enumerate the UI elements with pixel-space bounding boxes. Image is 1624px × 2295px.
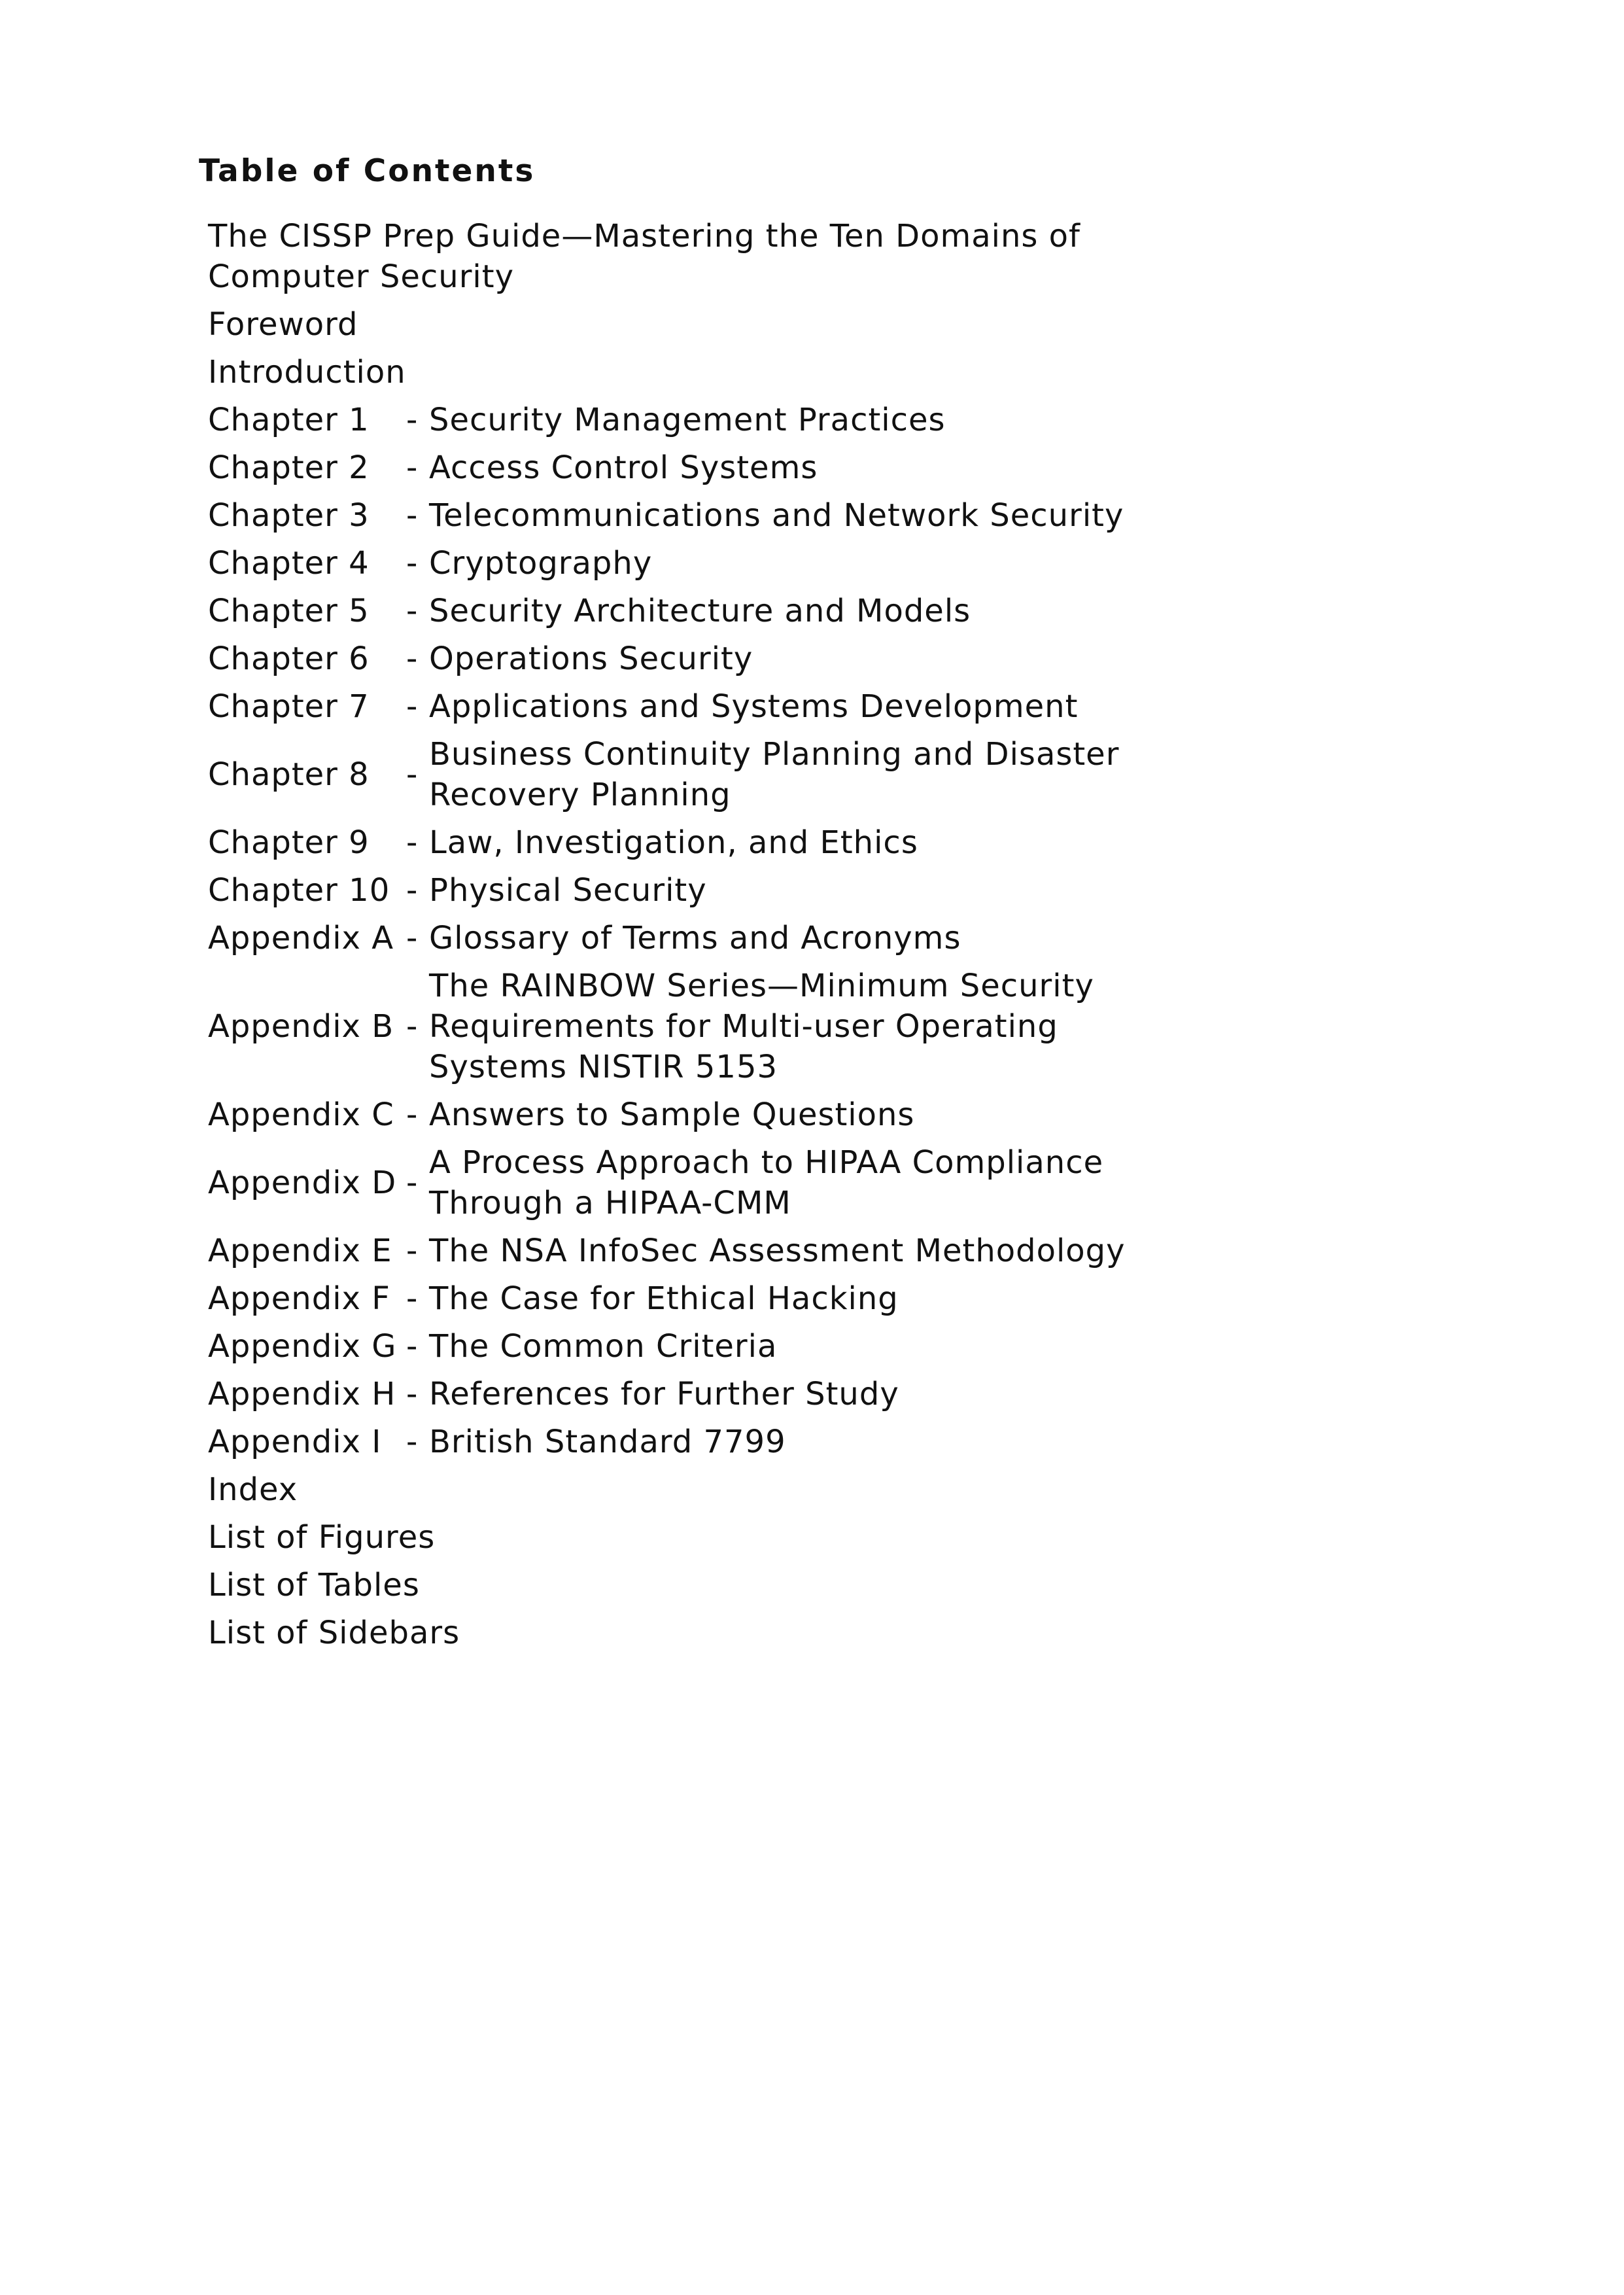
toc-entry-title-line: A Process Approach to HIPAA Compliance — [429, 1144, 1104, 1181]
toc-separator: - — [406, 545, 419, 582]
toc-item-chapter-7[interactable] — [208, 686, 1189, 727]
toc-entry-number: Chapter 6 — [208, 640, 370, 677]
toc-entry-title-line: Business Continuity Planning and Disaster — [429, 736, 1120, 773]
toc-entry-title-line: Through a HIPAA-CMM — [429, 1185, 791, 1221]
toc-separator: - — [406, 640, 419, 677]
toc-entry-number: Chapter 5 — [208, 593, 370, 629]
toc-entry-number: Appendix D — [208, 1165, 397, 1201]
toc-separator: - — [406, 1165, 419, 1201]
toc-item-chapter-10[interactable] — [208, 870, 1189, 911]
toc-item-list-of-sidebars[interactable]: List of Sidebars — [208, 1615, 460, 1651]
toc-item-appendix-e[interactable] — [208, 1231, 1189, 1271]
toc-item-appendix-b[interactable] — [208, 966, 1189, 1087]
toc-separator: - — [406, 688, 419, 725]
toc-item-list-of-tables[interactable]: List of Tables — [208, 1567, 420, 1603]
toc-entry-title: The Common Criteria — [429, 1328, 778, 1365]
toc-entry-number: Appendix A — [208, 920, 394, 956]
toc-entry-number: Appendix E — [208, 1233, 392, 1269]
toc-item-chapter-2[interactable] — [208, 447, 1189, 488]
toc-entry-number: Appendix G — [208, 1328, 397, 1365]
toc-entry-title: The Case for Ethical Hacking — [429, 1280, 899, 1317]
toc-item-label: Computer Security — [208, 258, 514, 295]
toc-separator: - — [406, 1376, 419, 1412]
toc-entry-number: Chapter 3 — [208, 497, 370, 534]
toc-entry-title: Applications and Systems Development — [429, 688, 1079, 725]
toc-entry-title: Security Architecture and Models — [429, 593, 971, 629]
toc-item-appendix-h[interactable] — [208, 1374, 1189, 1414]
toc-entry-title — [429, 966, 1189, 1087]
toc-separator: - — [406, 497, 419, 534]
toc-entry-title — [429, 1142, 1189, 1223]
toc-entry-number: Chapter 10 — [208, 872, 390, 909]
toc-item-appendix-d[interactable] — [208, 1142, 1189, 1223]
page-title: Table of Contents — [199, 153, 536, 189]
toc-entry-title — [429, 734, 1189, 815]
toc-entry-number: Appendix H — [208, 1376, 396, 1412]
toc-item-foreword[interactable]: Foreword — [208, 306, 358, 343]
toc-separator: - — [406, 1424, 419, 1460]
toc-separator: - — [406, 872, 419, 909]
toc-item-appendix-c[interactable] — [208, 1095, 1189, 1135]
toc-item-chapter-1[interactable] — [208, 400, 1189, 440]
toc-entry-number: Chapter 4 — [208, 545, 370, 582]
toc-entry-title: Security Management Practices — [429, 402, 946, 438]
toc-separator: - — [406, 1096, 419, 1133]
toc-item-introduction[interactable]: Introduction — [208, 354, 406, 391]
toc-entry-number: Chapter 7 — [208, 688, 370, 725]
toc-separator: - — [406, 402, 419, 438]
toc-entry-title: Cryptography — [429, 545, 653, 582]
toc-item-chapter-3[interactable] — [208, 495, 1189, 536]
toc-entry-number: Appendix I — [208, 1424, 382, 1460]
toc-separator: - — [406, 593, 419, 629]
toc-entry-number: Chapter 9 — [208, 824, 370, 861]
toc-item-chapter-5[interactable] — [208, 591, 1189, 631]
toc-entry-title: Operations Security — [429, 640, 753, 677]
toc-entry-number: Appendix B — [208, 1008, 394, 1045]
toc-separator: - — [406, 1328, 419, 1365]
table-of-contents — [208, 216, 1189, 1660]
toc-item-label: The CISSP Prep Guide—Mastering the Ten Domains of — [208, 218, 1080, 254]
toc-entry-number: Chapter 2 — [208, 449, 370, 486]
toc-entry-title: Glossary of Terms and Acronyms — [429, 920, 961, 956]
toc-entry-title: References for Further Study — [429, 1376, 899, 1412]
toc-entry-number: Appendix F — [208, 1280, 390, 1317]
toc-item-appendix-f[interactable] — [208, 1278, 1189, 1319]
toc-item-chapter-4[interactable] — [208, 543, 1189, 584]
toc-entry-title: Physical Security — [429, 872, 707, 909]
toc-item-index[interactable]: Index — [208, 1471, 298, 1508]
toc-entry-title: Law, Investigation, and Ethics — [429, 824, 918, 861]
toc-entry-title: Telecommunications and Network Security — [429, 497, 1124, 534]
toc-entry-number: Chapter 1 — [208, 402, 370, 438]
toc-item-book-title[interactable] — [208, 216, 1189, 297]
toc-item-appendix-a[interactable] — [208, 918, 1189, 958]
toc-item-appendix-i[interactable] — [208, 1422, 1189, 1462]
toc-item-list-of-figures[interactable]: List of Figures — [208, 1519, 436, 1556]
toc-entry-title: British Standard 7799 — [429, 1424, 786, 1460]
toc-item-appendix-g[interactable] — [208, 1326, 1189, 1367]
toc-item-chapter-6[interactable] — [208, 639, 1189, 679]
toc-entry-title-line: The RAINBOW Series—Minimum Security — [429, 968, 1094, 1004]
toc-separator: - — [406, 920, 419, 956]
toc-separator: - — [406, 449, 419, 486]
toc-item-chapter-9[interactable] — [208, 822, 1189, 863]
toc-entry-title: The NSA InfoSec Assessment Methodology — [429, 1233, 1126, 1269]
toc-entry-title: Access Control Systems — [429, 449, 818, 486]
toc-separator: - — [406, 824, 419, 861]
toc-entry-title-line: Recovery Planning — [429, 777, 731, 813]
toc-entry-title-line: Systems NISTIR 5153 — [429, 1049, 778, 1085]
toc-separator: - — [406, 1233, 419, 1269]
toc-separator: - — [406, 1008, 419, 1045]
toc-item-chapter-8[interactable] — [208, 734, 1189, 815]
toc-entry-number: Appendix C — [208, 1096, 394, 1133]
toc-entry-title-line: Requirements for Multi-user Operating — [429, 1008, 1058, 1045]
toc-entry-number: Chapter 8 — [208, 756, 370, 793]
toc-entry-title: Answers to Sample Questions — [429, 1096, 915, 1133]
toc-separator: - — [406, 756, 419, 793]
toc-separator: - — [406, 1280, 419, 1317]
